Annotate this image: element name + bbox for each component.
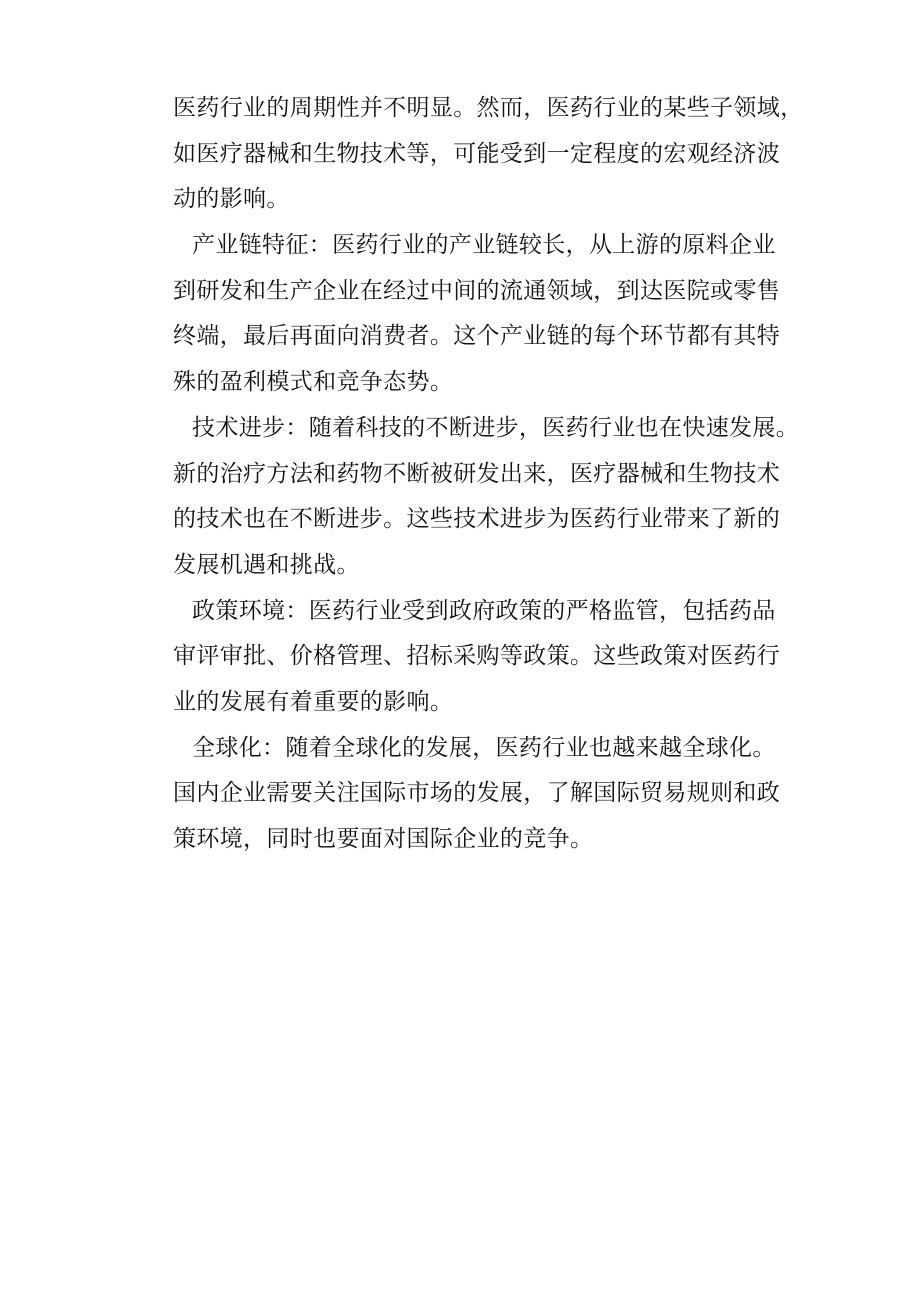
text-line: 技术进步：随着科技的不断进步，医药行业也在快速发展。 [192, 414, 800, 441]
text-line: 国内企业需要关注国际市场的发展，了解国际贸易规则和政 [173, 780, 781, 807]
text-line: 业的发展有着重要的影响。 [173, 688, 454, 715]
text-line: 殊的盈利模式和竞争态势。 [173, 369, 454, 396]
text-line: 到研发和生产企业在经过中间的流通领域，到达医院或零售 [173, 277, 781, 304]
text-line: 全球化：随着全球化的发展，医药行业也越来越全球化。 [192, 734, 776, 761]
text-line: 的技术也在不断进步。这些技术进步为医药行业带来了新的 [173, 506, 781, 533]
text-line: 动的影响。 [173, 186, 290, 213]
text-line: 发展机遇和挑战。 [173, 551, 360, 578]
text-line: 如医疗器械和生物技术等，可能受到一定程度的宏观经济波 [173, 140, 781, 167]
text-line: 审评审批、价格管理、招标采购等政策。这些政策对医药行 [173, 643, 781, 670]
text-line: 医药行业的周期性并不明显。然而，医药行业的某些子领域， [173, 95, 804, 121]
text-line: 产业链特征：医药行业的产业链较长，从上游的原料企业 [192, 232, 776, 259]
text-line: 政策环境：医药行业受到政府政策的严格监管，包括药品 [192, 597, 776, 624]
text-line: 策环境，同时也要面对国际企业的竞争。 [173, 826, 594, 852]
text-line: 新的治疗方法和药物不断被研发出来，医疗器械和生物技术 [173, 460, 781, 487]
text-line: 终端，最后再面向消费者。这个产业链的每个环节都有其特 [173, 323, 781, 350]
document-body [173, 86, 803, 863]
